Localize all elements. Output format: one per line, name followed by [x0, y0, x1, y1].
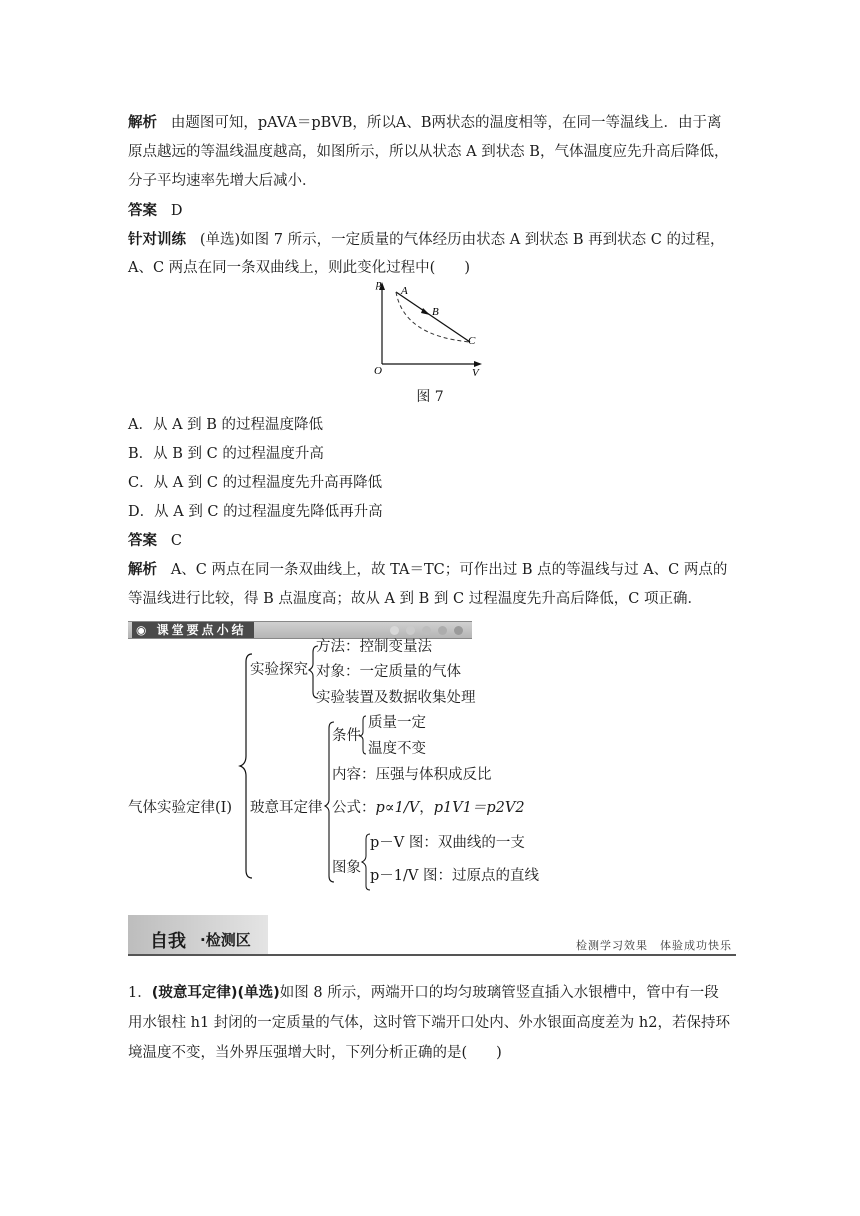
analysis-2-line-1	[128, 560, 727, 580]
root-brace	[240, 654, 252, 878]
b1-item-method: 方法：控制变量法	[316, 639, 432, 655]
cond-item-temp: 温度不变	[368, 741, 426, 757]
b1-item-object: 对象：一定质量的气体	[316, 664, 461, 680]
drill-line-1	[128, 230, 724, 250]
point-c-label: C	[468, 335, 476, 347]
decor-dot-icon	[454, 626, 463, 635]
answer-value: D	[170, 203, 183, 219]
axis-v-label: V	[472, 367, 479, 379]
summary-root: 气体实验定律(Ⅰ)	[128, 800, 233, 816]
self-test-title-b: ·检测区	[200, 931, 251, 949]
option-b: B．从 B 到 C 的过程温度升高	[128, 446, 324, 462]
analysis-label: 解析	[128, 562, 157, 578]
formula-label: 公式：	[332, 800, 376, 816]
cond-label: 条件	[332, 728, 361, 744]
answer-2	[128, 531, 182, 551]
formula-item: 公式：p∝1/V，p1V1＝p2V2	[332, 800, 525, 816]
option-d: D．从 A 到 C 的过程温度先降低再升高	[128, 504, 383, 520]
answer-label: 答案	[128, 203, 157, 219]
figure-caption: 图 7	[416, 389, 444, 405]
formula-proportional: p∝1/V	[375, 800, 420, 816]
graph-label: 图象	[332, 860, 361, 876]
analysis-1-line-1	[128, 113, 722, 133]
formula-equation: p1V1＝p2V2	[433, 800, 525, 816]
analysis-1-line-2: 原点越远的等温线温度越高，如图所示，所以从状态 A 到状态 B，气体温度应先升高后降低，	[128, 144, 729, 160]
branch-boyle: 玻意耳定律	[250, 800, 323, 816]
graph-item-p-inv-v: p－1/V 图：过原点的直线	[370, 868, 539, 884]
self-test-subtitle: 检测学习效果 体验成功快乐	[576, 939, 732, 952]
decor-dot-icon	[406, 626, 415, 635]
summary-title: ◉ 课堂要点小结	[132, 622, 254, 638]
decor-dot-icon	[422, 626, 431, 635]
drill-label: 针对训练	[128, 232, 186, 248]
analysis-2-line-2: 等温线进行比较，得 B 点温度高；故从 A 到 B 到 C 过程温度先升高后降低，C 项正确．	[128, 591, 702, 607]
point-a-label: A	[401, 285, 408, 297]
analysis-equation: pAVA＝pBVB	[257, 115, 353, 131]
self-test-header	[128, 915, 736, 955]
question-1-line-3: 境温度不变，当外界压强增大时，下列分析正确的是( )	[128, 1045, 502, 1061]
question-1-line-1	[128, 983, 719, 1003]
analysis-text: A、C 两点在同一条双曲线上，故 TA＝TC；可作出过 B 点的等温线与过 A、C 两点的	[170, 562, 728, 578]
content-item: 内容：压强与体积成反比	[332, 767, 492, 783]
analysis-text: 由题图可知，	[170, 115, 258, 131]
answer-value: C	[170, 533, 182, 549]
graph-item-pv: p－V 图：双曲线的一支	[370, 835, 525, 851]
drill-text: (单选)如图 7 所示，一定质量的气体经历由状态 A 到状态 B 再到状态 C 的过程，	[199, 232, 725, 248]
point-b-label: B	[432, 306, 439, 318]
question-1-line-2: 用水银柱 h1 封闭的一定质量的气体，这时管下端开口处内、外水银面高度差为 h2，若保持环	[128, 1015, 730, 1031]
cond-item-mass: 质量一定	[368, 715, 426, 731]
decor-dot-icon	[438, 626, 447, 635]
analysis-text: ，所以A、B两状态的温度相等，在同一等温线上．由于离	[352, 115, 722, 131]
self-test-title-a: 自我	[150, 931, 186, 952]
branch-experiment: 实验探究	[250, 662, 308, 678]
summary-title-text: 课堂要点小结	[156, 623, 247, 637]
header-rule	[128, 954, 736, 956]
decor-dot-icon	[390, 626, 399, 635]
drill-line-2: A、C 两点在同一条双曲线上，则此变化过程中( )	[128, 260, 470, 276]
option-a: A．从 A 到 B 的过程温度降低	[128, 417, 324, 433]
figure-7-pv-diagram	[368, 280, 492, 380]
analysis-1-line-3: 分子平均速率先增大后减小．	[128, 173, 317, 189]
b1-item-setup: 实验装置及数据收集处理	[316, 690, 476, 706]
analysis-label: 解析	[128, 115, 157, 131]
option-c: C．从 A 到 C 的过程温度先升高再降低	[128, 475, 383, 491]
question-text: 如图 8 所示，两端开口的均匀玻璃管竖直插入水银槽中，管中有一段	[279, 985, 719, 1001]
answer-label: 答案	[128, 533, 157, 549]
question-number: 1．	[128, 985, 152, 1001]
question-tag: (玻意耳定律)(单选)	[151, 985, 280, 1001]
axis-p-label: p	[376, 280, 382, 290]
origin-label: O	[374, 365, 382, 377]
answer-1	[128, 201, 182, 221]
